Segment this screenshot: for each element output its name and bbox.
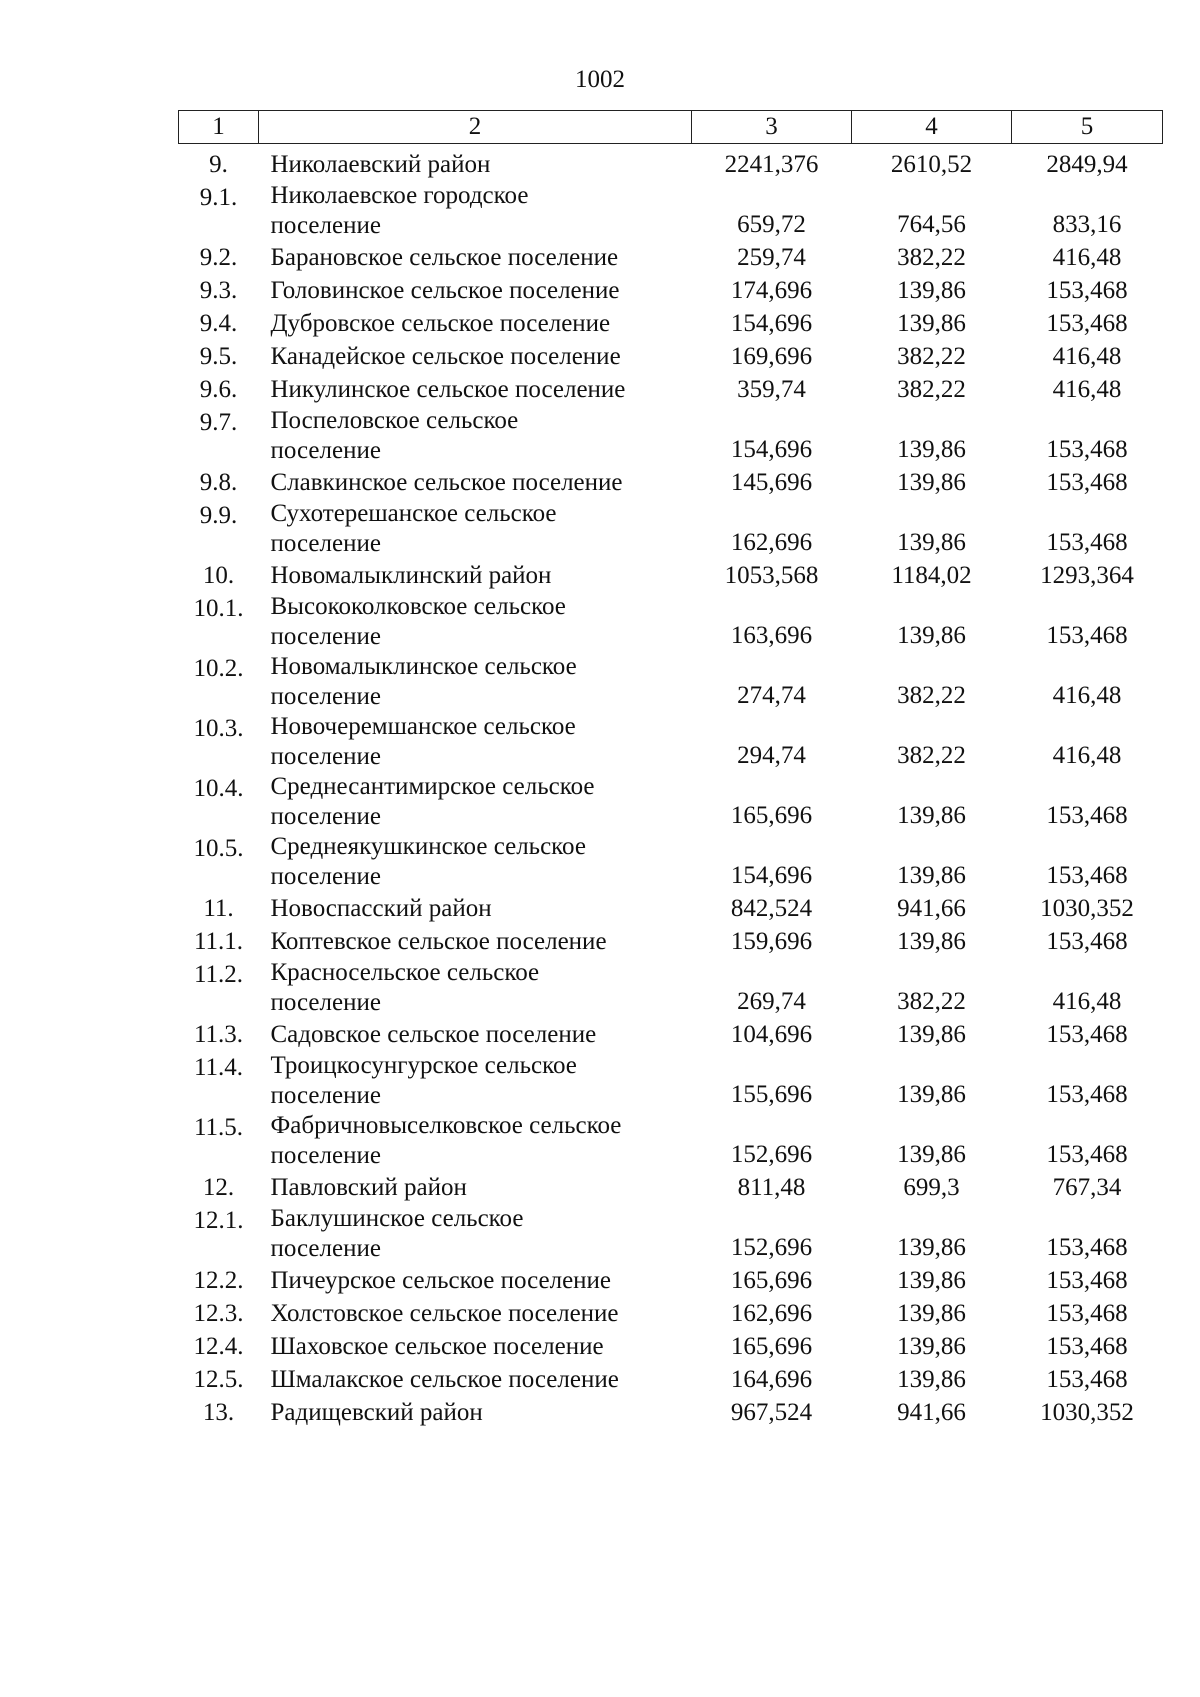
row-number: 11.2. — [193, 961, 244, 988]
row-number: 12.5. — [193, 1366, 244, 1393]
table-row — [179, 466, 1163, 499]
row-number: 12.4. — [193, 1333, 244, 1360]
column-header-2: 2 — [259, 111, 692, 144]
row-value-col4: 941,66 — [897, 1399, 966, 1426]
row-number: 10.2. — [193, 655, 244, 682]
table-row — [179, 1018, 1163, 1051]
row-name: Баклушинское сельское поселение — [270, 1205, 524, 1262]
row-value-col3: 359,74 — [737, 376, 806, 403]
row-value-col4: 382,22 — [897, 742, 966, 769]
row-value-col3: 162,696 — [730, 529, 813, 556]
row-name: Поспеловское сельское поселение — [270, 407, 519, 464]
row-name: Садовское сельское поселение — [270, 1021, 597, 1048]
row-number: 12.3. — [193, 1300, 244, 1327]
table-row — [179, 274, 1163, 307]
row-value-col4: 139,86 — [897, 469, 966, 496]
row-value-col3: 165,696 — [730, 802, 813, 829]
row-value-col5: 153,468 — [1046, 622, 1128, 649]
row-value-col3: 259,74 — [737, 244, 806, 271]
row-value-col4: 382,22 — [897, 343, 966, 370]
row-value-col4: 139,86 — [897, 1234, 966, 1261]
row-name: Николаевский район — [270, 151, 491, 178]
row-value-col3: 274,74 — [737, 682, 806, 709]
row-value-col5: 153,468 — [1046, 469, 1128, 496]
row-number: 9. — [209, 151, 228, 178]
row-value-col5: 1293,364 — [1040, 562, 1134, 589]
table-row — [179, 958, 1163, 1018]
row-value-col4: 382,22 — [897, 376, 966, 403]
row-value-col3: 842,524 — [730, 895, 813, 922]
row-value-col5: 153,468 — [1046, 1021, 1128, 1048]
row-value-col5: 153,468 — [1046, 1300, 1128, 1327]
row-value-col4: 139,86 — [897, 1300, 966, 1327]
row-value-col4: 1184,02 — [891, 562, 972, 589]
row-number: 11.3. — [193, 1021, 244, 1048]
table-row — [179, 1363, 1163, 1396]
row-name: Канадейское сельское поселение — [270, 343, 621, 370]
row-name: Красносельское сельское поселение — [270, 959, 540, 1016]
row-name: Николаевское городское поселение — [270, 182, 529, 239]
row-value-col4: 139,86 — [897, 436, 966, 463]
column-header-1: 1 — [179, 111, 259, 144]
row-number: 12. — [202, 1174, 235, 1201]
row-value-col4: 139,86 — [897, 862, 966, 889]
page-number: 1002 — [575, 66, 625, 93]
row-name: Новочеремшанское сельское поселение — [270, 713, 576, 770]
row-name: Новомалыклинское сельское поселение — [270, 653, 577, 710]
row-value-col5: 153,468 — [1046, 436, 1128, 463]
table-row — [179, 925, 1163, 958]
row-value-col3: 152,696 — [730, 1141, 813, 1168]
row-value-col3: 154,696 — [730, 862, 813, 889]
row-name: Шмалакское сельское поселение — [270, 1366, 619, 1393]
row-value-col5: 416,48 — [1052, 343, 1122, 370]
row-value-col4: 382,22 — [897, 988, 966, 1015]
row-number: 9.7. — [199, 409, 238, 436]
table-row — [179, 712, 1163, 772]
row-value-col3: 2241,376 — [724, 151, 819, 178]
row-value-col3: 165,696 — [730, 1267, 813, 1294]
row-number: 9.3. — [199, 277, 238, 304]
table-row — [179, 181, 1163, 241]
row-name: Славкинское сельское поселение — [270, 469, 623, 496]
table-row — [179, 1051, 1163, 1111]
column-header-5: 5 — [1012, 111, 1163, 144]
row-name: Холстовское сельское поселение — [270, 1300, 619, 1327]
row-value-col5: 153,468 — [1046, 277, 1128, 304]
row-name: Среднесантимирское сельское поселение — [270, 773, 595, 830]
row-value-col5: 416,48 — [1052, 988, 1122, 1015]
row-value-col5: 153,468 — [1046, 802, 1128, 829]
row-value-col4: 139,86 — [897, 1267, 966, 1294]
row-name: Сухотерешанское сельское поселение — [270, 500, 557, 557]
row-number: 10.3. — [193, 715, 244, 742]
row-value-col4: 764,56 — [897, 211, 966, 238]
row-value-col3: 811,48 — [737, 1174, 806, 1201]
table-row — [179, 1396, 1163, 1429]
data-table — [178, 110, 1163, 1429]
row-value-col4: 139,86 — [897, 622, 966, 649]
row-value-col4: 139,86 — [897, 277, 966, 304]
row-name: Павловский район — [270, 1174, 467, 1201]
row-name: Шаховское сельское поселение — [270, 1333, 604, 1360]
table-row — [179, 1171, 1163, 1204]
row-value-col5: 153,468 — [1046, 529, 1128, 556]
row-value-col5: 416,48 — [1052, 682, 1122, 709]
row-value-col3: 164,696 — [730, 1366, 813, 1393]
row-value-col4: 941,66 — [897, 895, 966, 922]
column-header-4: 4 — [852, 111, 1012, 144]
row-value-col3: 154,696 — [730, 310, 813, 337]
table-row — [179, 652, 1163, 712]
row-value-col3: 174,696 — [730, 277, 813, 304]
row-name: Коптевское сельское поселение — [270, 928, 607, 955]
table-row — [179, 373, 1163, 406]
row-number: 10. — [202, 562, 235, 589]
table-row — [179, 1204, 1163, 1264]
row-number: 11.4. — [193, 1054, 244, 1081]
table-row — [179, 772, 1163, 832]
row-number: 9.5. — [199, 343, 238, 370]
row-value-col3: 659,72 — [737, 211, 806, 238]
row-value-col3: 152,696 — [730, 1234, 813, 1261]
row-number: 13. — [202, 1399, 235, 1426]
row-value-col4: 139,86 — [897, 1333, 966, 1360]
column-header-3: 3 — [692, 111, 852, 144]
row-number: 11.1. — [193, 928, 244, 955]
row-name: Троицкосунгурское сельское поселение — [270, 1052, 577, 1109]
row-name: Высококолковское сельское поселение — [270, 593, 566, 650]
row-value-col4: 139,86 — [897, 529, 966, 556]
table-row — [179, 1297, 1163, 1330]
row-number: 9.9. — [199, 502, 238, 529]
table-row — [179, 406, 1163, 466]
row-name: Среднеякушкинское сельское поселение — [270, 833, 586, 890]
row-name: Новоспасский район — [270, 895, 492, 922]
row-number: 12.2. — [193, 1267, 244, 1294]
row-name: Барановское сельское поселение — [270, 244, 619, 271]
row-value-col5: 416,48 — [1052, 376, 1122, 403]
row-number: 11.5. — [193, 1114, 244, 1141]
table-row — [179, 1264, 1163, 1297]
row-name: Никулинское сельское поселение — [270, 376, 626, 403]
row-value-col5: 153,468 — [1046, 862, 1128, 889]
row-number: 12.1. — [193, 1207, 244, 1234]
row-value-col4: 139,86 — [897, 1366, 966, 1393]
table-row — [179, 307, 1163, 340]
row-value-col4: 382,22 — [897, 682, 966, 709]
row-value-col3: 104,696 — [730, 1021, 813, 1048]
row-value-col3: 155,696 — [730, 1081, 813, 1108]
row-value-col5: 153,468 — [1046, 1267, 1128, 1294]
row-value-col5: 1030,352 — [1040, 895, 1134, 922]
row-value-col5: 767,34 — [1052, 1174, 1122, 1201]
row-value-col5: 416,48 — [1052, 244, 1122, 271]
row-value-col4: 139,86 — [897, 1081, 966, 1108]
row-value-col3: 169,696 — [730, 343, 813, 370]
row-value-col3: 269,74 — [737, 988, 806, 1015]
row-value-col4: 139,86 — [897, 1141, 966, 1168]
row-value-col3: 159,696 — [730, 928, 813, 955]
row-value-col5: 833,16 — [1052, 211, 1122, 238]
row-value-col5: 153,468 — [1046, 1141, 1128, 1168]
row-value-col5: 153,468 — [1046, 1333, 1128, 1360]
table-row — [179, 559, 1163, 592]
table-row — [179, 340, 1163, 373]
table-row — [179, 892, 1163, 925]
row-name: Дубровское сельское поселение — [270, 310, 611, 337]
row-value-col3: 967,524 — [730, 1399, 813, 1426]
row-value-col5: 416,48 — [1052, 742, 1122, 769]
row-value-col3: 294,74 — [737, 742, 806, 769]
row-number: 10.4. — [193, 775, 244, 802]
table-row — [179, 832, 1163, 892]
table-row — [179, 144, 1163, 182]
table-row — [179, 499, 1163, 559]
row-number: 9.6. — [199, 376, 238, 403]
row-number: 11. — [203, 895, 234, 922]
row-value-col5: 153,468 — [1046, 310, 1128, 337]
row-value-col4: 139,86 — [897, 928, 966, 955]
row-value-col5: 2849,94 — [1046, 151, 1128, 178]
table-row — [179, 592, 1163, 652]
row-name: Радищевский район — [270, 1399, 483, 1426]
row-value-col5: 153,468 — [1046, 1366, 1128, 1393]
row-name: Пичеурское сельское поселение — [270, 1267, 612, 1294]
row-value-col3: 1053,568 — [724, 562, 819, 589]
row-value-col4: 139,86 — [897, 310, 966, 337]
row-number: 9.2. — [199, 244, 238, 271]
table-row — [179, 1330, 1163, 1363]
row-value-col3: 154,696 — [730, 436, 813, 463]
row-number: 10.5. — [193, 835, 244, 862]
row-name: Фабричновыселковское сельское поселение — [270, 1112, 622, 1169]
row-number: 9.1. — [199, 184, 238, 211]
row-value-col3: 145,696 — [730, 469, 813, 496]
row-value-col5: 153,468 — [1046, 1234, 1128, 1261]
row-value-col4: 139,86 — [897, 1021, 966, 1048]
row-value-col4: 2610,52 — [890, 151, 973, 178]
table-row — [179, 1111, 1163, 1171]
row-value-col5: 153,468 — [1046, 928, 1128, 955]
row-value-col4: 699,3 — [903, 1174, 960, 1201]
row-value-col4: 382,22 — [897, 244, 966, 271]
row-name: Головинское сельское поселение — [270, 277, 620, 304]
header-row — [179, 111, 1163, 144]
row-number: 9.4. — [199, 310, 238, 337]
row-number: 9.8. — [199, 469, 238, 496]
row-number: 10.1. — [193, 595, 244, 622]
row-value-col4: 139,86 — [897, 802, 966, 829]
row-value-col3: 163,696 — [730, 622, 813, 649]
row-value-col3: 162,696 — [730, 1300, 813, 1327]
row-value-col3: 165,696 — [730, 1333, 813, 1360]
row-name: Новомалыклинский район — [270, 562, 552, 589]
table-row — [179, 241, 1163, 274]
row-value-col5: 1030,352 — [1040, 1399, 1134, 1426]
row-value-col5: 153,468 — [1046, 1081, 1128, 1108]
